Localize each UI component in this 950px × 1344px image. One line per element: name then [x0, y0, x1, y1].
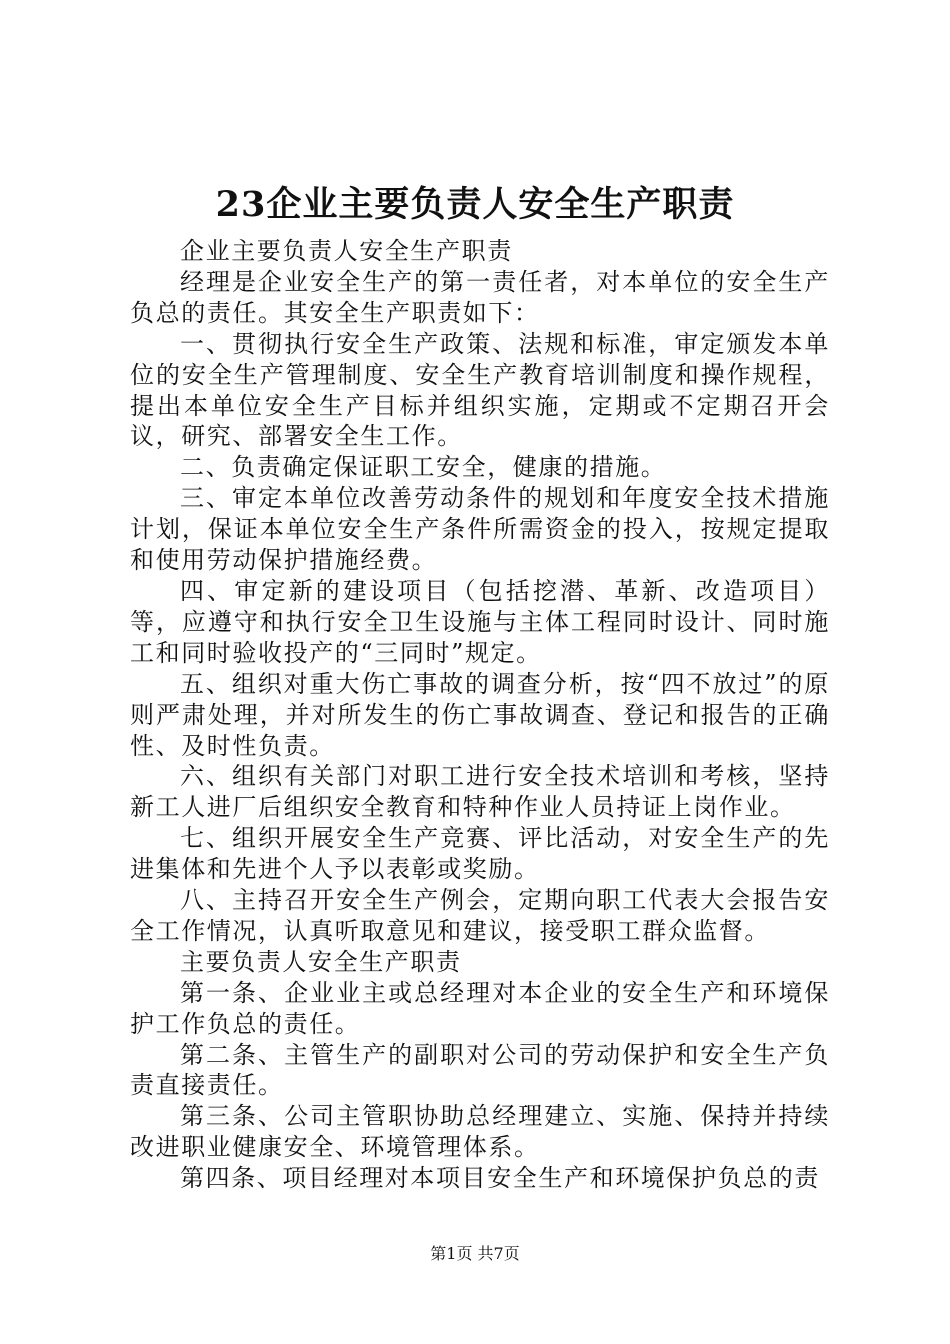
- paragraph: 一、贯彻执行安全生产政策、法规和标准，审定颁发本单位的安全生产管理制度、安全生产教育培训制度和操作规程，提出本单位安全生产目标并组织实施，定期或不定期召开会议，研究、部署安全生工作。: [130, 329, 830, 451]
- paragraph: 经理是企业安全生产的第一责任者，对本单位的安全生产负总的责任。其安全生产职责如下：: [130, 267, 830, 327]
- paragraph: 三、审定本单位改善劳动条件的规划和年度安全技术措施计划，保证本单位安全生产条件所需资金的投入，按规定提取和使用劳动保护措施经费。: [130, 484, 830, 575]
- paragraph: 八、主持召开安全生产例会，定期向职工代表大会报告安全工作情况，认真听取意见和建议，接受职工群众监督。: [130, 886, 830, 945]
- paragraph: 六、组织有关部门对职工进行安全技术培训和考核，坚持新工人进厂后组织安全教育和特种作业人员持证上岗作业。: [130, 762, 830, 822]
- document-body: [130, 236, 830, 1194]
- paragraph: 二、负责确定保证职工安全，健康的措施。: [180, 453, 667, 482]
- paragraph: 第一条、企业业主或总经理对本企业的安全生产和环境保护工作负总的责任。: [130, 978, 830, 1038]
- paragraph-heading: 主要负责人安全生产职责: [180, 947, 462, 976]
- paragraph-heading: 企业主要负责人安全生产职责: [180, 237, 513, 265]
- paragraph: 第三条、公司主管职协助总经理建立、实施、保持并持续改进职业健康安全、环境管理体系。: [130, 1102, 830, 1162]
- paragraph: 五、组织对重大伤亡事故的调查分析，按“四不放过”的原则严肃处理，并对所发生的伤亡事故调查、登记和报告的正确性、及时性负责。: [130, 669, 830, 760]
- paragraph: 第二条、主管生产的副职对公司的劳动保护和安全生产负责直接责任。: [130, 1040, 830, 1100]
- paragraph: 七、组织开展安全生产竞赛、评比活动，对安全生产的先进集体和先进个人予以表彰或奖励。: [130, 824, 830, 884]
- page-number-footer: 第1页 共7页: [430, 1244, 520, 1263]
- paragraph: 四、审定新的建设项目（包括挖潜、革新、改造项目）等，应遵守和执行安全卫生设施与主体工程同时设计、同时施工和同时验收投产的“三同时”规定。: [130, 576, 830, 667]
- document-title: 23企业主要负责人安全生产职责: [215, 184, 735, 225]
- paragraph: 第四条、项目经理对本项目安全生产和环境保护负总的责: [180, 1164, 820, 1193]
